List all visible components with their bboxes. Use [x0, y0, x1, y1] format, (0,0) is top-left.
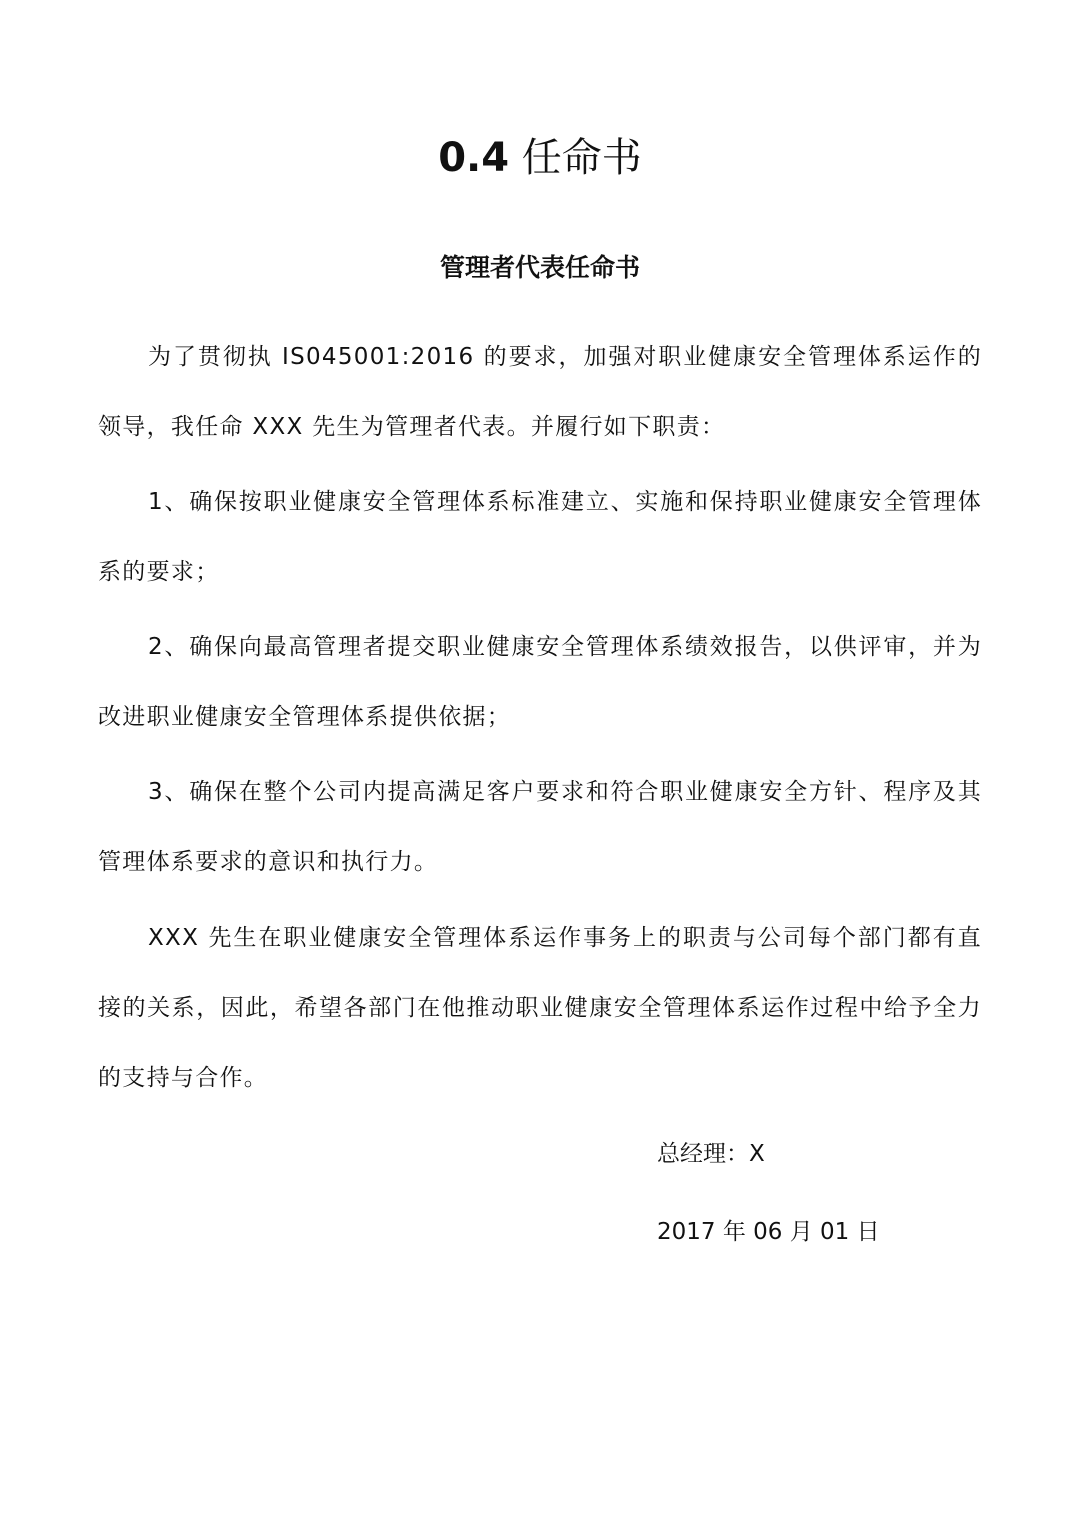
subtitle: 管理者代表任命书	[439, 253, 640, 282]
paragraph-duty-2: 2、确保向最高管理者提交职业健康安全管理体系绩效报告，以供评审，并为改进职业健康安全管理体系提供依据；	[98, 634, 982, 730]
paragraph-duty-1: 1、确保按职业健康安全管理体系标准建立、实施和保持职业健康安全管理体系的要求；	[98, 489, 982, 585]
signature-date: 2017 年 06 月 01 日	[657, 1219, 880, 1245]
title-number: 0.4	[438, 135, 510, 181]
paragraph-duty-3: 3、确保在整个公司内提高满足客户要求和符合职业健康安全方针、程序及其管理体系要求的意识和执行力。	[98, 779, 982, 875]
signature-manager: 总经理：X	[657, 1141, 765, 1167]
paragraph-closing: XXX 先生在职业健康安全管理体系运作事务上的职责与公司每个部门都有直接的关系，因此，希望各部门在他推动职业健康安全管理体系运作过程中给予全力的支持与合作。	[98, 925, 982, 1091]
title-text: 任命书	[521, 135, 642, 181]
paragraph-intro: 为了贯彻执 IS045001:2016 的要求，加强对职业健康安全管理体系运作的领导，我任命 XXX 先生为管理者代表。并履行如下职责：	[98, 344, 982, 440]
page-title	[0, 128, 1080, 188]
